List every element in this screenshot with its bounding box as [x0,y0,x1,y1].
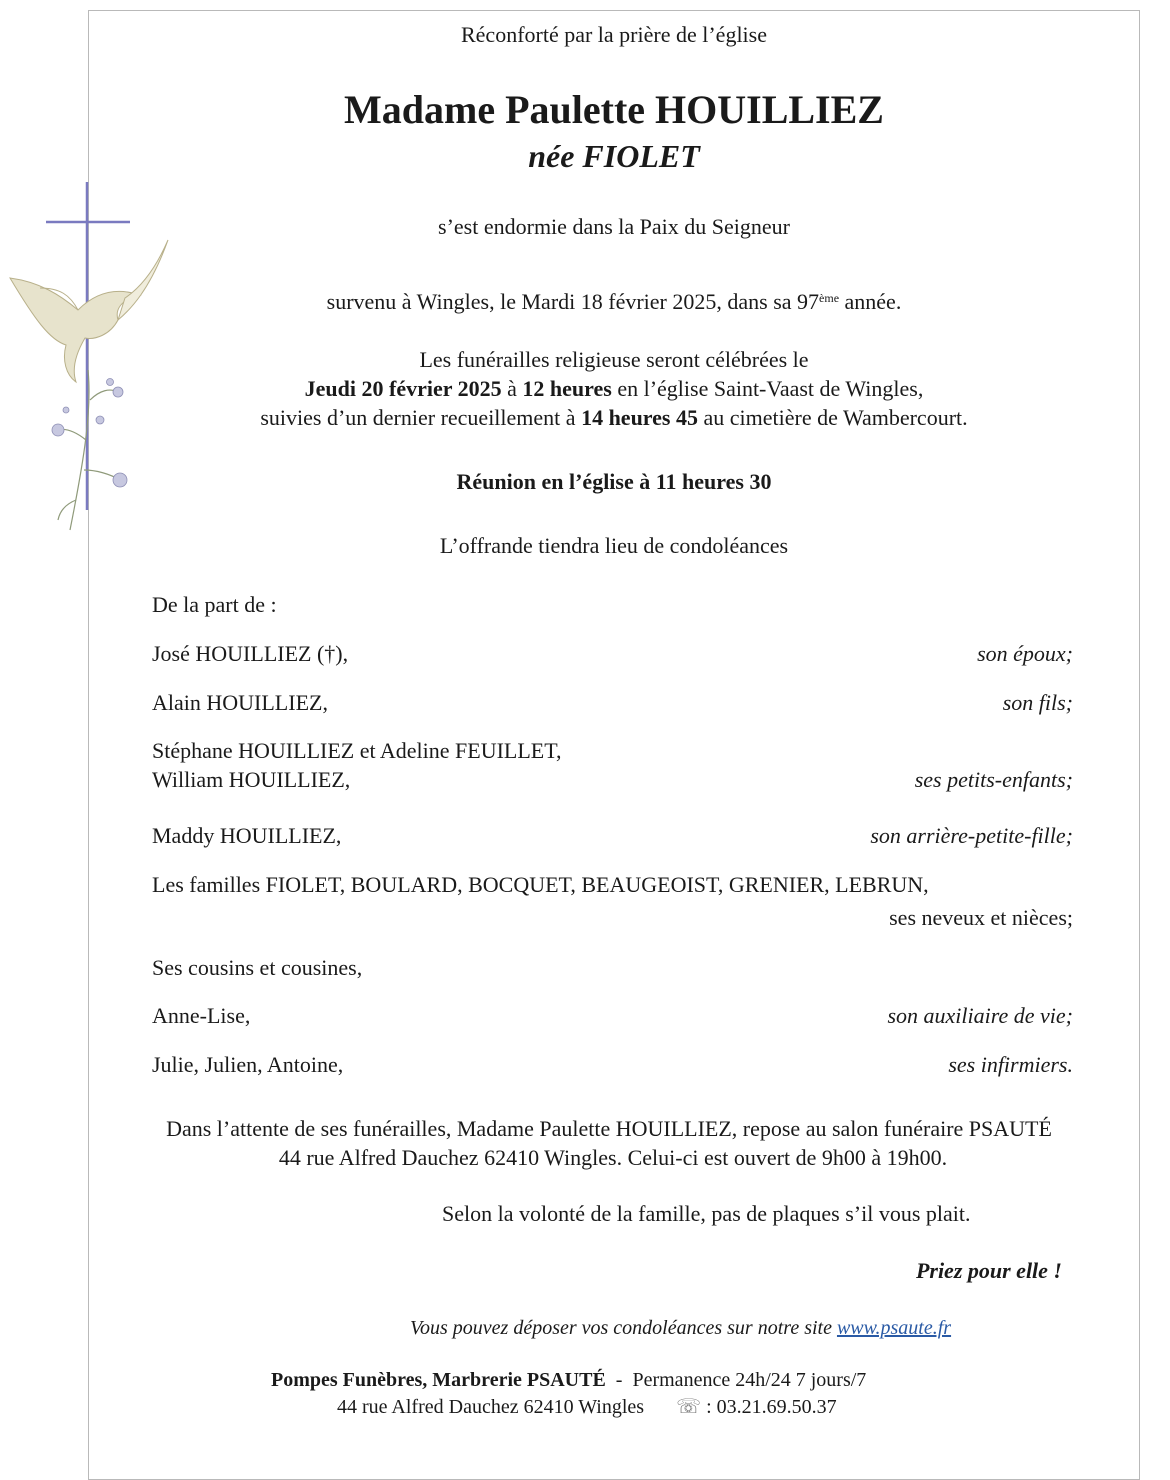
death-suffix: année. [839,289,902,314]
company-name: Pompes Funèbres, Marbrerie PSAUTÉ [271,1369,606,1391]
footer-line-1 [271,1367,866,1393]
family-names: Julie, Julien, Antoine, [152,1052,344,1077]
family-names-2: William HOUILLIEZ, [152,767,351,792]
funeral-time: 12 heures [522,376,612,401]
offering-note: L’offrande tiendra lieu de condoléances [439,533,789,558]
death-superscript: ème [819,291,840,305]
phone-icon: ☏ [676,1396,702,1418]
family-names: Ses cousins et cousines, [152,955,363,980]
announcement: s’est endormie dans la Paix du Seigneur [438,214,790,239]
funeral-line-3 [88,405,1140,431]
family-relation: son auxiliaire de vie; [887,1003,1073,1028]
family-names: Stéphane HOUILLIEZ et Adeline FEUILLET, [152,738,562,763]
family-names: Maddy HOUILLIEZ, [152,823,342,848]
burial-location: au cimetière de Wambercourt. [698,405,968,430]
viewing-line-1: Dans l’attente de ses funérailles, Madame Paulette HOUILLIEZ, repose au salon funéraire PSAUTÉ [166,1116,1052,1141]
funeral-location: en l’église Saint-Vaast de Wingles, [611,376,924,401]
condolences-text: Vous pouvez déposer vos condoléances sur notre site [410,1317,837,1339]
family-names: Anne-Lise, [152,1003,251,1028]
family-relation: son fils; [1002,690,1073,715]
burial-intro: suivies d’un dernier recueillement à [260,405,582,430]
funeral-line-2 [88,376,1140,402]
funeral-date: Jeudi 20 février 2025 [304,376,502,401]
from-label: De la part de : [152,592,277,617]
family-relation: son arrière-petite-fille; [870,823,1073,848]
company-address: 44 rue Alfred Dauchez 62410 Wingles [337,1396,645,1418]
family-relation: son époux; [977,641,1073,666]
footer-line-2 [337,1394,837,1420]
family-relation: ses petits-enfants; [914,767,1073,792]
prayer: Priez pour elle ! [915,1258,1062,1283]
viewing-line-2: 44 rue Alfred Dauchez 62410 Wingles. Celui-ci est ouvert de 9h00 à 19h00. [278,1145,948,1170]
footer-separator: - [615,1369,623,1391]
death-details [88,289,1140,315]
family-names: Alain HOUILLIEZ, [152,690,328,715]
phone-number: : 03.21.69.50.37 [701,1396,837,1418]
maiden-name: née FIOLET [528,138,700,174]
website-link[interactable]: www.psaute.fr [836,1317,952,1339]
family-names: Les familles FIOLET, BOULARD, BOCQUET, BEAUGEOIST, GRENIER, LEBRUN, [152,872,929,897]
family-relation: ses infirmiers. [948,1052,1073,1077]
opening-hours: Permanence 24h/24 7 jours/7 [632,1369,867,1391]
funeral-line-1: Les funérailles religieuse seront célébrées le [419,347,809,372]
header-line: Réconforté par la prière de l’église [460,22,767,47]
family-names: José HOUILLIEZ (†), [152,641,349,666]
deceased-name: Madame Paulette HOUILLIEZ [344,87,884,132]
death-prefix: survenu à Wingles, le Mardi 18 février 2025, dans sa 97 [326,289,820,314]
meeting-time: Réunion en l’église à 11 heures 30 [456,469,772,494]
burial-time: 14 heures 45 [581,405,698,430]
funeral-at: à [501,376,523,401]
family-relation: ses neveux et nièces; [889,905,1073,930]
condolences-line [410,1315,951,1341]
no-plaques-note: Selon la volonté de la famille, pas de plaques s’il vous plait. [442,1201,971,1226]
